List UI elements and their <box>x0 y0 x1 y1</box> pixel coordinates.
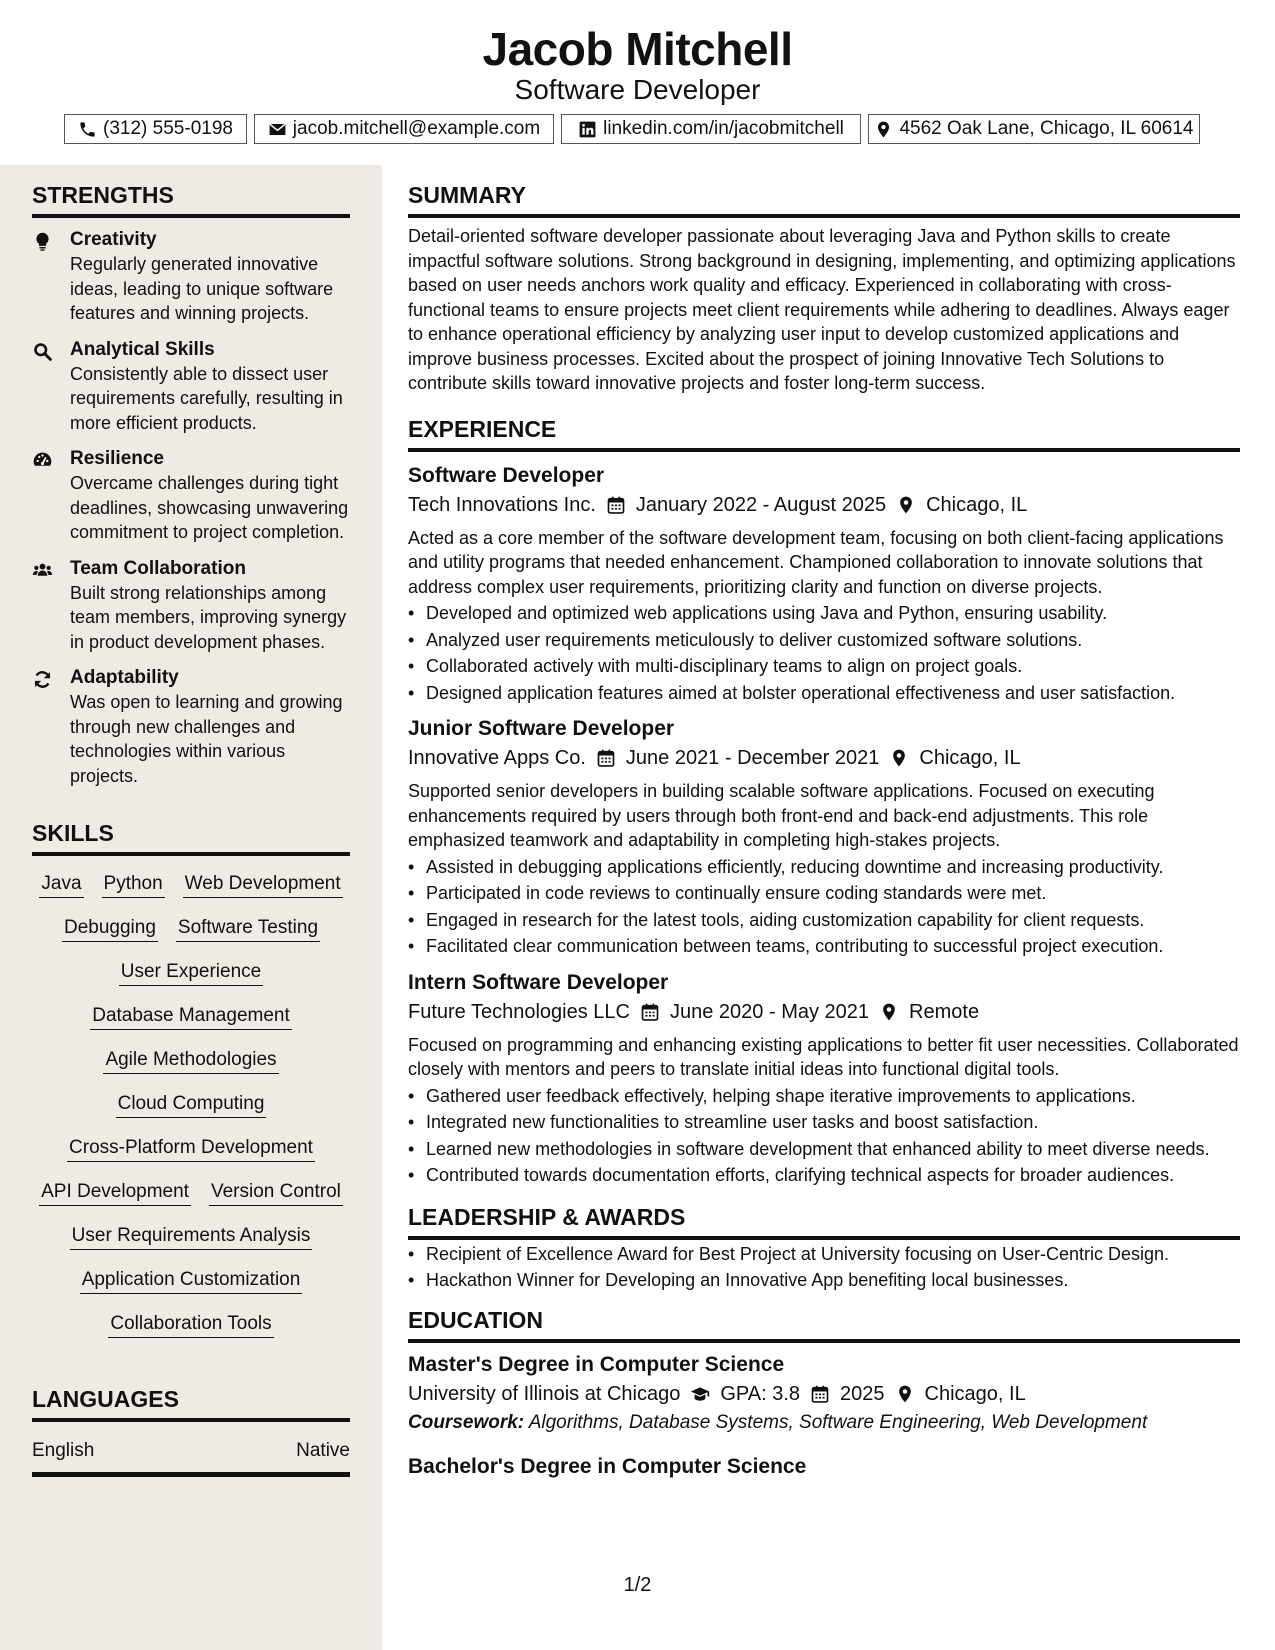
contact-linkedin-text: linkedin.com/in/jacobmitchell <box>603 118 844 139</box>
contact-email-text: jacob.mitchell@example.com <box>292 118 541 139</box>
lightbulb-icon <box>32 231 53 252</box>
strength-title: Adaptability <box>70 667 179 688</box>
skill-tag: Software Testing <box>176 916 320 942</box>
job-role: Software Developer <box>408 463 605 487</box>
strength-item <box>32 666 350 788</box>
contact-bar <box>0 114 1275 144</box>
coursework <box>408 1409 1240 1437</box>
contact-linkedin[interactable] <box>561 114 861 144</box>
awards-list <box>408 1242 1240 1293</box>
job-location: Chicago, IL <box>919 747 1021 769</box>
strengths-title: STRENGTHS <box>32 165 350 218</box>
job-bullets <box>408 601 1240 705</box>
list-item: • Engaged in research for the latest tools, aiding customization capability for client requests. <box>408 908 1240 933</box>
calendar-icon <box>606 495 626 515</box>
map-pin-icon <box>895 1384 915 1404</box>
main-content <box>408 165 1240 1481</box>
list-item: • Developed and optimized web applications using Java and Python, ensuring usability. <box>408 601 1240 626</box>
job-company: Future Technologies LLC <box>408 1000 630 1023</box>
language-name: English <box>32 1440 95 1461</box>
candidate-name: Jacob Mitchell <box>482 23 793 75</box>
skill-tag: Python <box>102 872 165 898</box>
school-location: Chicago, IL <box>924 1382 1026 1405</box>
education-meta <box>408 1379 1240 1409</box>
strength-text: Regularly generated innovative ideas, leading to unique software features and winning projects. <box>70 254 334 323</box>
gauge-icon <box>32 450 53 471</box>
education-title: EDUCATION <box>408 1295 1240 1343</box>
job-dates: June 2020 - May 2021 <box>670 1000 870 1023</box>
skill-tag: Version Control <box>209 1180 343 1206</box>
job-location: Remote <box>909 1000 980 1023</box>
job-company: Innovative Apps Co. <box>408 747 586 769</box>
summary-text: Detail-oriented software developer passionate about leveraging Java and Python skills to create impactful software solutions. Strong background in designing, implementing, and optimizing applications based on user needs anchors work quality and efficacy. Experienced in collaborating with cross-functional teams to ensure projects meet client requirements while adhering to deadlines. Always eager to enhance operational efficiency by analyzing user input to develop customized applications and improve business processes. Excited about the prospect of joining Innovative Tech Solutions to contribute skills toward innovative projects and foster long-term success. <box>408 226 1236 393</box>
resume-header <box>0 0 1275 165</box>
strength-title: Resilience <box>70 448 164 469</box>
language-row <box>32 1439 350 1477</box>
strength-title: Creativity <box>70 229 157 250</box>
skill-tag: Debugging <box>62 916 158 942</box>
strength-text: Overcame challenges during tight deadlines, showcasing unwavering commitment to project completion. <box>70 473 349 542</box>
coursework-list: Algorithms, Database Systems, Software Engineering, Web Development <box>528 1411 1148 1433</box>
linkedin-icon <box>578 120 597 139</box>
strengths-list <box>32 228 350 788</box>
skill-tag: Collaboration Tools <box>108 1312 273 1338</box>
list-item: • Participated in code reviews to continually ensure coding standards were met. <box>408 881 1240 906</box>
language-level: Native <box>296 1440 350 1461</box>
job-description: Acted as a core member of the software development team, focusing on both client-facing applications and utility programs that needed enhancement. Championed collaboration to innovate solutions that address complex user requirements, prioritizing clarity and function on diverse projects. <box>408 527 1224 597</box>
list-item: • Learned new methodologies in software development that enhanced ability to meet diverse needs. <box>408 1137 1240 1162</box>
school-name: University of Illinois at Chicago <box>408 1382 681 1405</box>
job-meta <box>408 743 1240 773</box>
list-item: • Recipient of Excellence Award for Best Project at University focusing on User-Centric Design. <box>408 1242 1240 1267</box>
contact-email[interactable] <box>254 114 554 144</box>
list-item: • Collaborated actively with multi-disciplinary teams to align on project goals. <box>408 654 1240 679</box>
map-pin-icon <box>889 748 909 768</box>
list-item: • Assisted in debugging applications efficiently, reducing downtime and increasing productivity. <box>408 855 1240 880</box>
skill-tag: Cloud Computing <box>116 1092 267 1118</box>
awards-title: LEADERSHIP & AWARDS <box>408 1190 1240 1240</box>
strength-text: Built strong relationships among team members, improving synergy in product development phases. <box>70 582 347 652</box>
summary-title: SUMMARY <box>408 165 1240 218</box>
strength-item <box>32 228 350 326</box>
job-bullets <box>408 1084 1240 1188</box>
job-dates: January 2022 - August 2025 <box>635 493 887 516</box>
map-pin-icon <box>874 120 893 139</box>
languages-title: LANGUAGES <box>32 1338 350 1422</box>
list-item: • Hackathon Winner for Developing an Innovative App benefiting local businesses. <box>408 1268 1240 1293</box>
strength-title: Team Collaboration <box>70 557 246 579</box>
map-pin-icon <box>896 495 916 515</box>
sidebar <box>0 165 382 1650</box>
contact-phone-text: (312) 555-0198 <box>103 118 233 139</box>
job-entry <box>408 715 1240 959</box>
list-item: • Integrated new functionalities to streamline user tasks and boost satisfaction. <box>408 1110 1240 1135</box>
skill-tag: Web Development <box>183 872 343 898</box>
skills-list <box>32 872 350 1338</box>
strength-item <box>32 447 350 545</box>
degree-title: Bachelor's Degree in Computer Science <box>408 1454 807 1478</box>
skill-tag: User Experience <box>119 960 263 986</box>
search-icon <box>32 341 53 362</box>
job-entry <box>408 969 1240 1188</box>
job-role: Junior Software Developer <box>408 717 675 740</box>
degree-title: Master's Degree in Computer Science <box>408 1352 785 1376</box>
list-item: • Gathered user feedback effectively, helping shape iterative improvements to applications. <box>408 1084 1240 1109</box>
skill-tag: Database Management <box>90 1004 292 1030</box>
job-description: Supported senior developers in building scalable software applications. Focused on executing enhancements required by users through both front-end and back-end adjustments. This role emphasized teamwork and adaptability in completing high-stakes projects. <box>408 781 1155 850</box>
job-meta <box>408 490 1240 520</box>
map-pin-icon <box>879 1002 899 1022</box>
list-item: • Facilitated clear communication between teams, contributing to successful project execution. <box>408 934 1240 959</box>
contact-phone[interactable] <box>64 114 247 144</box>
strength-title: Analytical Skills <box>70 338 215 360</box>
envelope-icon <box>268 120 287 139</box>
graduation-cap-icon <box>690 1384 710 1404</box>
job-entry <box>408 462 1240 706</box>
coursework-label: Coursework: <box>408 1411 525 1433</box>
skills-title: SKILLS <box>32 800 350 856</box>
skill-tag: Application Customization <box>80 1268 303 1294</box>
calendar-icon <box>640 1002 660 1022</box>
strength-item <box>32 338 350 436</box>
education-entry <box>408 1351 1240 1437</box>
calendar-icon <box>596 748 616 768</box>
job-bullets <box>408 855 1240 959</box>
strength-text: Was open to learning and growing through new challenges and technologies within various projects. <box>70 692 343 786</box>
page-number: 1/2 <box>623 1574 652 1596</box>
phone-icon <box>78 120 97 139</box>
experience-title: EXPERIENCE <box>408 396 1240 452</box>
job-dates: June 2021 - December 2021 <box>625 747 880 769</box>
skill-tag: Java <box>39 872 83 898</box>
education-entry <box>408 1453 1240 1481</box>
graduation-year: 2025 <box>840 1382 885 1405</box>
skill-tag: API Development <box>39 1180 191 1206</box>
sync-icon <box>32 669 53 690</box>
job-company: Tech Innovations Inc. <box>408 493 596 516</box>
languages-list <box>32 1439 350 1477</box>
job-location: Chicago, IL <box>926 493 1028 516</box>
contact-address <box>868 114 1200 144</box>
candidate-title: Software Developer <box>514 74 761 105</box>
contact-address-text: 4562 Oak Lane, Chicago, IL 60614 <box>899 118 1194 139</box>
list-item: • Contributed towards documentation efforts, clarifying technical aspects for broader audiences. <box>408 1163 1240 1188</box>
calendar-icon <box>810 1384 830 1404</box>
skill-tag: User Requirements Analysis <box>70 1224 313 1250</box>
skill-tag: Agile Methodologies <box>103 1048 278 1074</box>
users-icon <box>32 560 53 581</box>
strength-text: Consistently able to dissect user requirements carefully, resulting in more efficient products. <box>70 363 343 433</box>
list-item: • Analyzed user requirements meticulously to deliver customized software solutions. <box>408 628 1240 653</box>
list-item: • Designed application features aimed at bolster operational effectiveness and user satisfaction. <box>408 681 1240 706</box>
job-description: Focused on programming and enhancing existing applications to better fit user necessities. Collaborated closely with mentors and peers to translate initial ideas into functional digital tools. <box>408 1034 1239 1079</box>
job-role: Intern Software Developer <box>408 970 669 994</box>
skill-tag: Cross-Platform Development <box>67 1136 315 1162</box>
job-meta <box>408 997 1240 1027</box>
strength-item <box>32 557 350 655</box>
gpa: GPA: 3.8 <box>720 1382 801 1405</box>
